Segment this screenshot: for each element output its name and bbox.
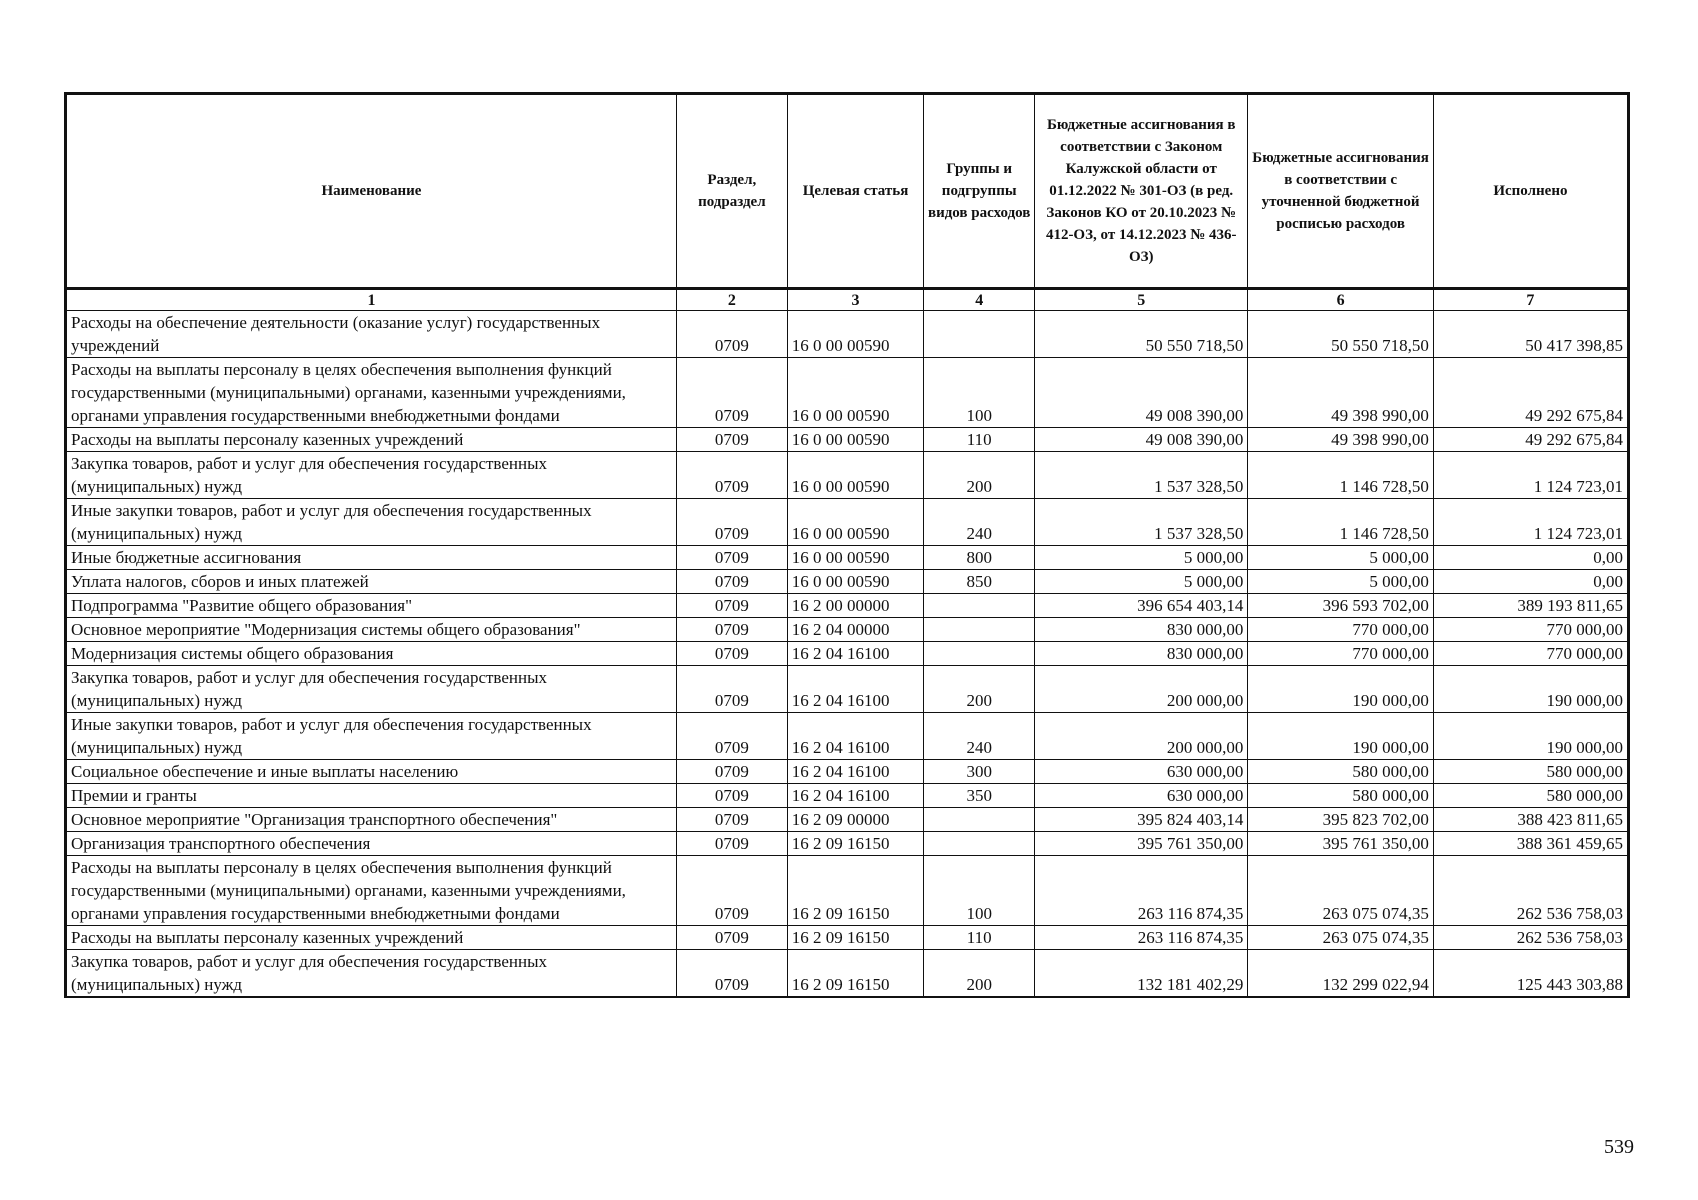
row-group: 100 xyxy=(924,358,1035,428)
column-header-name: Наименование xyxy=(66,94,677,289)
row-law-amount: 200 000,00 xyxy=(1035,666,1248,713)
row-law-amount: 49 008 390,00 xyxy=(1035,358,1248,428)
row-law-amount: 263 116 874,35 xyxy=(1035,926,1248,950)
row-law-amount: 49 008 390,00 xyxy=(1035,428,1248,452)
row-executed-amount: 49 292 675,84 xyxy=(1433,358,1628,428)
row-section: 0709 xyxy=(676,760,787,784)
row-section: 0709 xyxy=(676,311,787,358)
row-group xyxy=(924,832,1035,856)
row-target: 16 0 00 00590 xyxy=(787,358,923,428)
row-group: 800 xyxy=(924,546,1035,570)
column-number: 5 xyxy=(1035,289,1248,311)
row-name: Расходы на выплаты персоналу в целях обеспечения выполнения функций государственными (муниципальными) органами, казенными учреждениями, органами управления государственными внебюджетными фондами xyxy=(66,856,677,926)
row-refined-amount: 5 000,00 xyxy=(1248,570,1434,594)
row-executed-amount: 125 443 303,88 xyxy=(1433,950,1628,998)
row-law-amount: 200 000,00 xyxy=(1035,713,1248,760)
row-section: 0709 xyxy=(676,713,787,760)
table-header xyxy=(66,94,1629,311)
row-group: 200 xyxy=(924,666,1035,713)
row-executed-amount: 0,00 xyxy=(1433,546,1628,570)
row-group xyxy=(924,618,1035,642)
row-law-amount: 5 000,00 xyxy=(1035,546,1248,570)
row-executed-amount: 770 000,00 xyxy=(1433,618,1628,642)
row-section: 0709 xyxy=(676,856,787,926)
row-refined-amount: 132 299 022,94 xyxy=(1248,950,1434,998)
row-executed-amount: 262 536 758,03 xyxy=(1433,926,1628,950)
row-target: 16 2 09 16150 xyxy=(787,950,923,998)
row-refined-amount: 49 398 990,00 xyxy=(1248,358,1434,428)
row-executed-amount: 50 417 398,85 xyxy=(1433,311,1628,358)
row-executed-amount: 770 000,00 xyxy=(1433,642,1628,666)
row-group: 110 xyxy=(924,926,1035,950)
row-name: Расходы на выплаты персоналу в целях обеспечения выполнения функций государственными (муниципальными) органами, казенными учреждениями, органами управления государственными внебюджетными фондами xyxy=(66,358,677,428)
row-refined-amount: 50 550 718,50 xyxy=(1248,311,1434,358)
row-section: 0709 xyxy=(676,358,787,428)
budget-table xyxy=(64,92,1630,998)
table-row xyxy=(66,546,1629,570)
table-row xyxy=(66,926,1629,950)
table-row xyxy=(66,713,1629,760)
row-target: 16 2 00 00000 xyxy=(787,594,923,618)
row-refined-amount: 1 146 728,50 xyxy=(1248,452,1434,499)
row-name: Подпрограмма "Развитие общего образования" xyxy=(66,594,677,618)
table-row xyxy=(66,570,1629,594)
row-executed-amount: 388 361 459,65 xyxy=(1433,832,1628,856)
column-header-executed: Исполнено xyxy=(1433,94,1628,289)
row-refined-amount: 1 146 728,50 xyxy=(1248,499,1434,546)
row-section: 0709 xyxy=(676,546,787,570)
row-refined-amount: 580 000,00 xyxy=(1248,784,1434,808)
row-executed-amount: 190 000,00 xyxy=(1433,666,1628,713)
row-name: Расходы на выплаты персоналу казенных учреждений xyxy=(66,428,677,452)
row-executed-amount: 49 292 675,84 xyxy=(1433,428,1628,452)
row-name: Иные бюджетные ассигнования xyxy=(66,546,677,570)
row-refined-amount: 263 075 074,35 xyxy=(1248,856,1434,926)
row-group: 350 xyxy=(924,784,1035,808)
row-refined-amount: 190 000,00 xyxy=(1248,666,1434,713)
row-section: 0709 xyxy=(676,784,787,808)
table-row xyxy=(66,594,1629,618)
row-law-amount: 50 550 718,50 xyxy=(1035,311,1248,358)
row-target: 16 2 09 16150 xyxy=(787,832,923,856)
row-name: Премии и гранты xyxy=(66,784,677,808)
row-executed-amount: 1 124 723,01 xyxy=(1433,499,1628,546)
row-refined-amount: 395 823 702,00 xyxy=(1248,808,1434,832)
row-target: 16 2 04 00000 xyxy=(787,618,923,642)
page-number: 539 xyxy=(1604,1136,1634,1158)
table-row xyxy=(66,452,1629,499)
row-target: 16 2 04 16100 xyxy=(787,666,923,713)
row-section: 0709 xyxy=(676,832,787,856)
column-number: 2 xyxy=(676,289,787,311)
row-law-amount: 830 000,00 xyxy=(1035,642,1248,666)
row-target: 16 0 00 00590 xyxy=(787,546,923,570)
column-number: 1 xyxy=(66,289,677,311)
row-executed-amount: 580 000,00 xyxy=(1433,784,1628,808)
row-group: 850 xyxy=(924,570,1035,594)
row-name: Основное мероприятие "Модернизация системы общего образования" xyxy=(66,618,677,642)
row-group: 200 xyxy=(924,950,1035,998)
table-row xyxy=(66,808,1629,832)
row-refined-amount: 190 000,00 xyxy=(1248,713,1434,760)
row-target: 16 2 04 16100 xyxy=(787,713,923,760)
row-law-amount: 132 181 402,29 xyxy=(1035,950,1248,998)
row-name: Модернизация системы общего образования xyxy=(66,642,677,666)
row-law-amount: 630 000,00 xyxy=(1035,760,1248,784)
table-row xyxy=(66,499,1629,546)
row-section: 0709 xyxy=(676,926,787,950)
column-header-group: Группы и подгруппы видов расходов xyxy=(924,94,1035,289)
row-executed-amount: 1 124 723,01 xyxy=(1433,452,1628,499)
row-executed-amount: 389 193 811,65 xyxy=(1433,594,1628,618)
row-name: Основное мероприятие "Организация транспортного обеспечения" xyxy=(66,808,677,832)
column-header-target: Целевая статья xyxy=(787,94,923,289)
row-law-amount: 263 116 874,35 xyxy=(1035,856,1248,926)
row-law-amount: 830 000,00 xyxy=(1035,618,1248,642)
column-number-row xyxy=(66,289,1629,311)
row-name: Закупка товаров, работ и услуг для обеспечения государственных (муниципальных) нужд xyxy=(66,452,677,499)
row-refined-amount: 49 398 990,00 xyxy=(1248,428,1434,452)
table-row xyxy=(66,832,1629,856)
table-row xyxy=(66,618,1629,642)
column-number: 6 xyxy=(1248,289,1434,311)
column-header-section: Раздел, подраздел xyxy=(676,94,787,289)
row-target: 16 2 04 16100 xyxy=(787,784,923,808)
row-section: 0709 xyxy=(676,570,787,594)
table-row xyxy=(66,311,1629,358)
row-law-amount: 630 000,00 xyxy=(1035,784,1248,808)
table-row xyxy=(66,950,1629,998)
column-number: 7 xyxy=(1433,289,1628,311)
row-section: 0709 xyxy=(676,618,787,642)
row-section: 0709 xyxy=(676,950,787,998)
row-name: Закупка товаров, работ и услуг для обеспечения государственных (муниципальных) нужд xyxy=(66,666,677,713)
row-law-amount: 5 000,00 xyxy=(1035,570,1248,594)
row-name: Закупка товаров, работ и услуг для обеспечения государственных (муниципальных) нужд xyxy=(66,950,677,998)
row-refined-amount: 580 000,00 xyxy=(1248,760,1434,784)
table-body xyxy=(66,311,1629,998)
table-row xyxy=(66,760,1629,784)
table-row xyxy=(66,666,1629,713)
row-target: 16 0 00 00590 xyxy=(787,570,923,594)
row-executed-amount: 0,00 xyxy=(1433,570,1628,594)
row-group: 200 xyxy=(924,452,1035,499)
column-header-refined: Бюджетные ассигнования в соответствии с уточненной бюджетной росписью расходов xyxy=(1248,94,1434,289)
row-executed-amount: 388 423 811,65 xyxy=(1433,808,1628,832)
row-target: 16 0 00 00590 xyxy=(787,499,923,546)
row-refined-amount: 263 075 074,35 xyxy=(1248,926,1434,950)
row-target: 16 2 04 16100 xyxy=(787,642,923,666)
row-law-amount: 396 654 403,14 xyxy=(1035,594,1248,618)
table-row xyxy=(66,856,1629,926)
row-law-amount: 1 537 328,50 xyxy=(1035,452,1248,499)
row-section: 0709 xyxy=(676,452,787,499)
column-number: 3 xyxy=(787,289,923,311)
row-refined-amount: 770 000,00 xyxy=(1248,618,1434,642)
table-row xyxy=(66,428,1629,452)
row-group: 240 xyxy=(924,713,1035,760)
row-target: 16 0 00 00590 xyxy=(787,452,923,499)
row-section: 0709 xyxy=(676,808,787,832)
row-group xyxy=(924,594,1035,618)
row-section: 0709 xyxy=(676,428,787,452)
row-group: 300 xyxy=(924,760,1035,784)
row-group xyxy=(924,642,1035,666)
row-target: 16 0 00 00590 xyxy=(787,428,923,452)
row-executed-amount: 262 536 758,03 xyxy=(1433,856,1628,926)
row-refined-amount: 396 593 702,00 xyxy=(1248,594,1434,618)
row-executed-amount: 190 000,00 xyxy=(1433,713,1628,760)
row-target: 16 2 04 16100 xyxy=(787,760,923,784)
row-name: Расходы на обеспечение деятельности (оказание услуг) государственных учреждений xyxy=(66,311,677,358)
row-section: 0709 xyxy=(676,642,787,666)
column-number: 4 xyxy=(924,289,1035,311)
row-refined-amount: 395 761 350,00 xyxy=(1248,832,1434,856)
row-name: Иные закупки товаров, работ и услуг для обеспечения государственных (муниципальных) нужд xyxy=(66,713,677,760)
row-section: 0709 xyxy=(676,594,787,618)
row-law-amount: 1 537 328,50 xyxy=(1035,499,1248,546)
row-law-amount: 395 824 403,14 xyxy=(1035,808,1248,832)
row-group: 240 xyxy=(924,499,1035,546)
table-row xyxy=(66,784,1629,808)
row-group: 100 xyxy=(924,856,1035,926)
column-header-law: Бюджетные ассигнования в соответствии с Законом Калужской области от 01.12.2022 № 301-ОЗ (в ред. Законов КО от 20.10.2023 № 412-ОЗ, от 14.12.2023 № 436-ОЗ) xyxy=(1035,94,1248,289)
row-name: Организация транспортного обеспечения xyxy=(66,832,677,856)
row-target: 16 2 09 16150 xyxy=(787,926,923,950)
row-name: Уплата налогов, сборов и иных платежей xyxy=(66,570,677,594)
row-target: 16 2 09 00000 xyxy=(787,808,923,832)
row-group: 110 xyxy=(924,428,1035,452)
row-name: Расходы на выплаты персоналу казенных учреждений xyxy=(66,926,677,950)
row-refined-amount: 770 000,00 xyxy=(1248,642,1434,666)
row-refined-amount: 5 000,00 xyxy=(1248,546,1434,570)
header-row xyxy=(66,94,1629,289)
row-group xyxy=(924,808,1035,832)
row-section: 0709 xyxy=(676,666,787,713)
row-group xyxy=(924,311,1035,358)
row-executed-amount: 580 000,00 xyxy=(1433,760,1628,784)
row-target: 16 0 00 00590 xyxy=(787,311,923,358)
row-name: Иные закупки товаров, работ и услуг для обеспечения государственных (муниципальных) нужд xyxy=(66,499,677,546)
table-row xyxy=(66,358,1629,428)
row-target: 16 2 09 16150 xyxy=(787,856,923,926)
table-row xyxy=(66,642,1629,666)
row-law-amount: 395 761 350,00 xyxy=(1035,832,1248,856)
row-name: Социальное обеспечение и иные выплаты населению xyxy=(66,760,677,784)
row-section: 0709 xyxy=(676,499,787,546)
